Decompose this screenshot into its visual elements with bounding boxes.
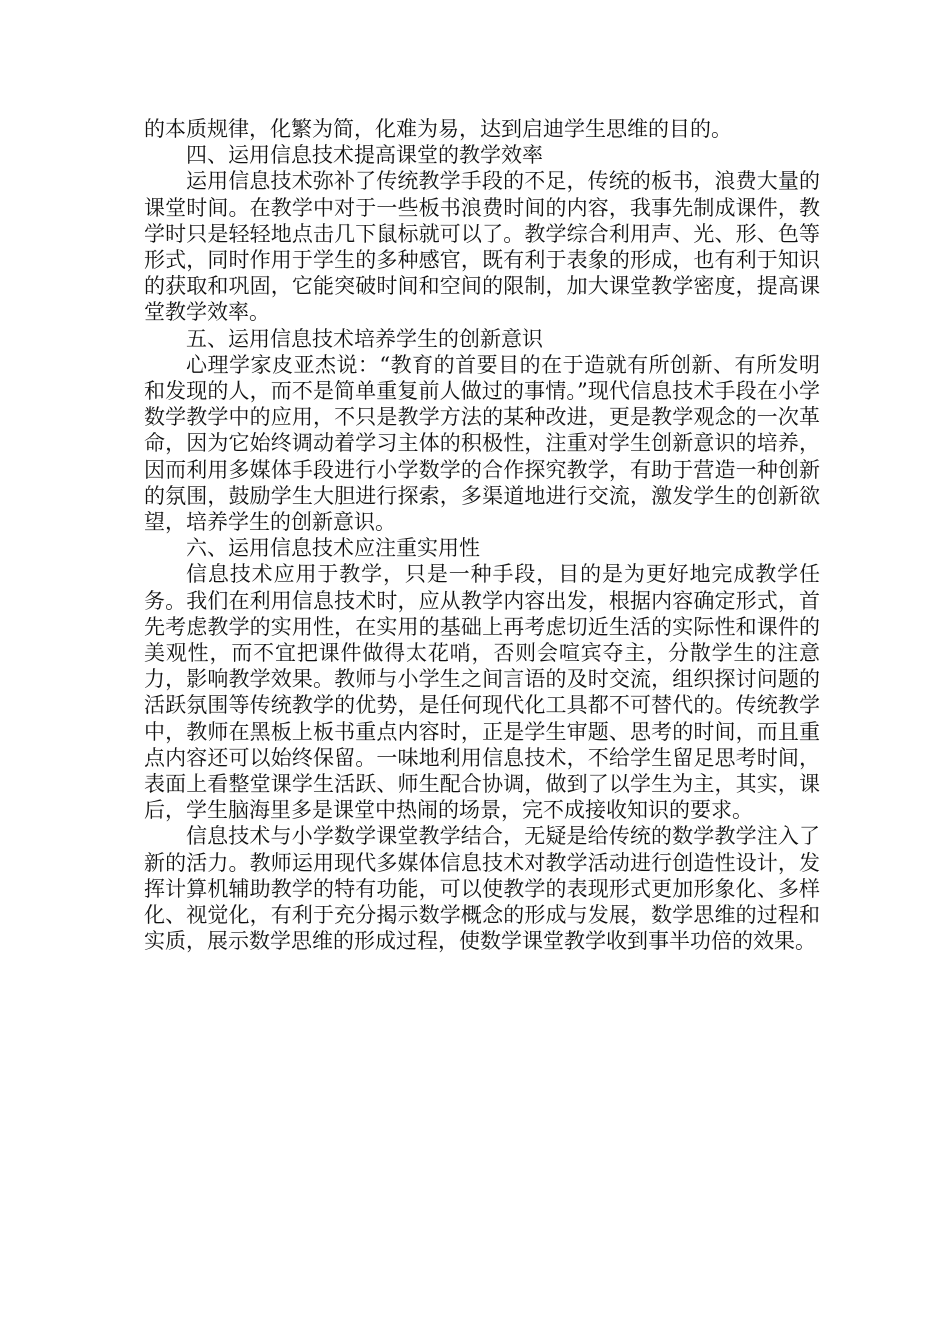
section-heading-4: 四、运用信息技术提高课堂的教学效率 [186,143,543,168]
paragraph-conclusion: 信息技术与小学数学课堂教学结合，无疑是给传统的数学教学注入了新的活力。教师运用现代多媒体信息技术对教学活动进行创造性设计，发挥计算机辅助教学的特有功能，可以使教学的表现形式更加形象化、多样化、视觉化，有利于充分揭示数学概念的形成与发展，数学思维的过程和实质，展示数学思维的形成过程，使数学课堂教学收到事半功倍的效果。 [144,824,820,954]
section-heading-5: 五、运用信息技术培养学生的创新意识 [186,326,543,351]
paragraph-efficiency: 运用信息技术弥补了传统教学手段的不足，传统的板书，浪费大量的课堂时间。在教学中对于一些板书浪费时间的内容，我事先制成课件，教学时只是轻轻地点击几下鼠标就可以了。教学综合利用声、光、形、色等形式，同时作用于学生的多种感官，既有利于表象的形成，也有利于知识的获取和巩固，它能突破时间和空间的限制，加大课堂教学密度，提高课堂教学效率。 [144,169,820,325]
section-heading-6: 六、运用信息技术应注重实用性 [186,536,480,561]
paragraph-innovation: 心理学家皮亚杰说：“教育的首要目的在于造就有所创新、有所发明和发现的人，而不是简单重复前人做过的事情。”现代信息技术手段在小学数学教学中的应用，不只是教学方法的某种改进，更是教学观念的一次革命，因为它始终调动着学习主体的积极性，注重对学生创新意识的培养，因而利用多媒体手段进行小学数学的合作探究教学，有助于营造一种创新的氛围，鼓励学生大胆进行探索，多渠道地进行交流，激发学生的创新欲望，培养学生的创新意识。 [144,352,820,535]
paragraph-practicality: 信息技术应用于教学，只是一种手段，目的是为更好地完成教学任务。我们在利用信息技术时，应从教学内容出发，根据内容确定形式，首先考虑教学的实用性，在实用的基础上再考虑切近生活的实际性和课件的美观性，而不宜把课件做得太花哨，否则会喧宾夺主，分散学生的注意力，影响教学效果。教师与小学生之间言语的及时交流，组织探讨问题的活跃氛围等传统教学的优势，是任何现代化工具都不可替代的。传统教学中，教师在黑板上板书重点内容时，正是学生审题、思考的时间，而且重点内容还可以始终保留。一味地利用信息技术，不给学生留足思考时间，表面上看整堂课学生活跃、师生配合协调，做到了以学生为主，其实，课后，学生脑海里多是课堂中热闹的场景，完不成接收知识的要求。 [144,562,820,823]
document-page [144,116,820,955]
paragraph-continuation: 的本质规律，化繁为简，化难为易，达到启迪学生思维的目的。 [144,117,732,141]
